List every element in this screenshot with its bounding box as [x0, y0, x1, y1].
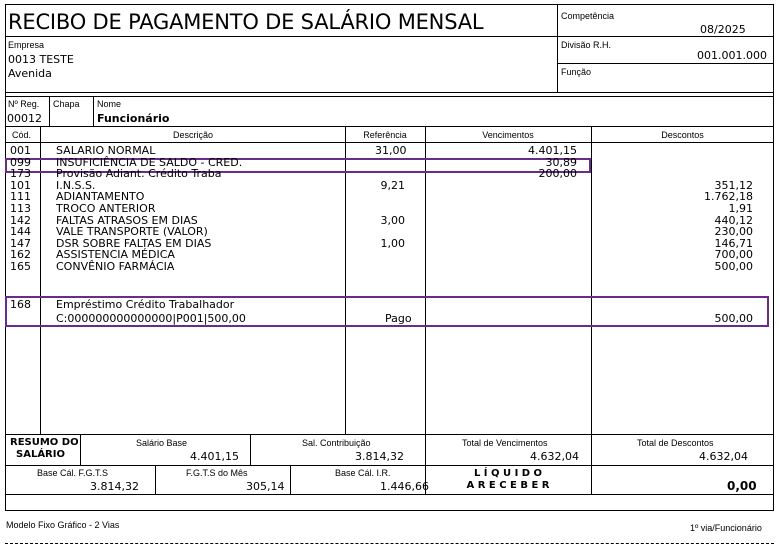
nome-value: Funcionário — [97, 112, 170, 125]
item-desconto — [591, 145, 753, 157]
col-cod: Cód. — [12, 130, 32, 140]
item-cod: 111 — [10, 190, 31, 204]
item-vencimento — [425, 180, 577, 192]
item-desconto — [591, 157, 753, 169]
empresa-label: Empresa — [8, 40, 45, 50]
emprestimo-desconto: 500,00 — [714, 312, 753, 325]
divisao-label: Divisão R.H. — [561, 40, 612, 50]
item-vencimento — [425, 261, 577, 273]
footer-via: 1º via/Funcionário — [690, 523, 762, 533]
divisao-value: 001.001.000 — [697, 49, 767, 62]
item-cod: 165 — [10, 260, 31, 273]
ir-base-value: 1.446,66 — [380, 480, 429, 493]
item-vencimento — [425, 203, 577, 215]
empresa-name: 0013 TESTE — [8, 53, 74, 66]
item-descricao: TROCO ANTERIOR — [56, 202, 156, 215]
col-referencia: Referência — [363, 130, 407, 140]
item-referencia: 9,21 — [380, 178, 405, 192]
item-desconto: 230,00 — [714, 225, 753, 239]
item-desconto: 146,71 — [714, 236, 753, 250]
item-descricao: DSR SOBRE FALTAS EM DIAS — [56, 236, 212, 250]
total-desc-value: 4.632,04 — [699, 450, 748, 463]
item-desconto: 1.762,18 — [704, 190, 753, 204]
ir-base-label: Base Cál. I.R. — [335, 468, 391, 478]
liquido-label-1: L Í Q U I D O — [473, 468, 543, 479]
nome-label: Nome — [97, 99, 122, 109]
fgts-mes-value: 305,14 — [246, 480, 285, 493]
emprestimo-cod: 168 — [10, 298, 31, 311]
item-cod: 099 — [10, 155, 31, 169]
emprestimo-desc1: Empréstimo Crédito Trabalhador — [56, 298, 235, 311]
item-referencia: 3,00 — [380, 213, 405, 227]
item-vencimento — [425, 249, 577, 261]
item-referencia — [375, 249, 405, 261]
item-desconto: 1,91 — [728, 202, 753, 215]
item-referencia — [375, 261, 405, 273]
col-descricao: Descrição — [172, 130, 213, 140]
competencia-value: 08/2025 — [700, 23, 746, 36]
item-desconto: 700,00 — [714, 248, 753, 262]
item-vencimento — [425, 238, 577, 250]
cut-line — [5, 543, 774, 544]
competencia-label: Competência — [561, 11, 615, 21]
col-descontos: Descontos — [661, 130, 704, 140]
liquido-value: 0,00 — [727, 479, 757, 493]
item-referencia — [375, 191, 405, 203]
sal-contrib-value: 3.814,32 — [355, 450, 404, 463]
emprestimo-ref: Pago — [385, 312, 412, 325]
item-vencimento — [425, 215, 577, 227]
total-venc-label: Total de Vencimentos — [462, 438, 548, 448]
liquido-label-2: A R E C E B E R — [466, 480, 550, 491]
chapa-label: Chapa — [53, 99, 80, 109]
item-vencimento: 4.401,15 — [528, 144, 577, 157]
item-descricao: VALE TRANSPORTE (VALOR) — [56, 225, 208, 239]
item-desconto: 351,12 — [714, 178, 753, 192]
item-desconto: 440,12 — [714, 213, 753, 227]
item-referencia: 31,00 — [375, 144, 407, 157]
item-descricao: I.N.S.S. — [56, 178, 96, 192]
registro-value: 00012 — [7, 112, 42, 125]
item-cod: 144 — [10, 225, 31, 239]
item-descricao: FALTAS ATRASOS EM DIAS — [56, 213, 198, 227]
item-descricao: INSUFICIÊNCIA DE SALDO - CRED. — [56, 155, 243, 169]
item-vencimento — [425, 191, 577, 203]
fgts-base-label: Base Cál. F.G.T.S — [37, 468, 109, 478]
item-vencimento: 200,00 — [538, 167, 577, 181]
item-cod: 162 — [10, 248, 31, 262]
item-cod: 001 — [10, 144, 31, 157]
empresa-address: Avenida — [8, 67, 52, 80]
resumo-label-1: RESUMO DO — [10, 437, 79, 448]
item-vencimento — [425, 226, 577, 238]
item-referencia: 1,00 — [380, 236, 405, 250]
fgts-base-value: 3.814,32 — [90, 480, 139, 493]
item-cod: 142 — [10, 213, 31, 227]
funcao-label: Função — [561, 67, 592, 77]
item-descricao: ADIANTAMENTO — [56, 190, 145, 204]
item-vencimento: 30,89 — [545, 155, 577, 169]
footer-model: Modelo Fixo Gráfico - 2 Vias — [6, 520, 120, 530]
item-cod: 113 — [10, 202, 31, 215]
item-descricao: SALARIO NORMAL — [56, 144, 156, 157]
fgts-mes-label: F.G.T.S do Mês — [186, 468, 248, 478]
item-desconto: 500,00 — [714, 260, 753, 273]
total-venc-value: 4.632,04 — [530, 450, 579, 463]
item-descricao: CONVÊNIO FARMÁCIA — [56, 260, 175, 273]
salario-base-value: 4.401,15 — [190, 450, 239, 463]
col-vencimentos: Vencimentos — [482, 130, 534, 140]
salario-base-label: Salário Base — [136, 438, 188, 448]
item-cod: 147 — [10, 236, 31, 250]
total-desc-label: Total de Descontos — [637, 438, 714, 448]
item-referencia — [375, 157, 405, 169]
emprestimo-desc2: C:000000000000000|P001|500,00 — [56, 312, 246, 325]
item-cod: 101 — [10, 178, 31, 192]
item-cod: 173 — [10, 167, 31, 181]
page-title: RECIBO DE PAGAMENTO DE SALÁRIO MENSAL — [8, 10, 484, 34]
resumo-label-2: SALÁRIO — [16, 449, 65, 460]
registro-label: Nº Reg. — [8, 99, 40, 109]
item-descricao: Provisão Adiant. Crédito Traba — [56, 167, 222, 181]
sal-contrib-label: Sal. Contribuição — [302, 438, 371, 448]
item-descricao: ASSISTENCIA MÉDICA — [56, 248, 175, 262]
